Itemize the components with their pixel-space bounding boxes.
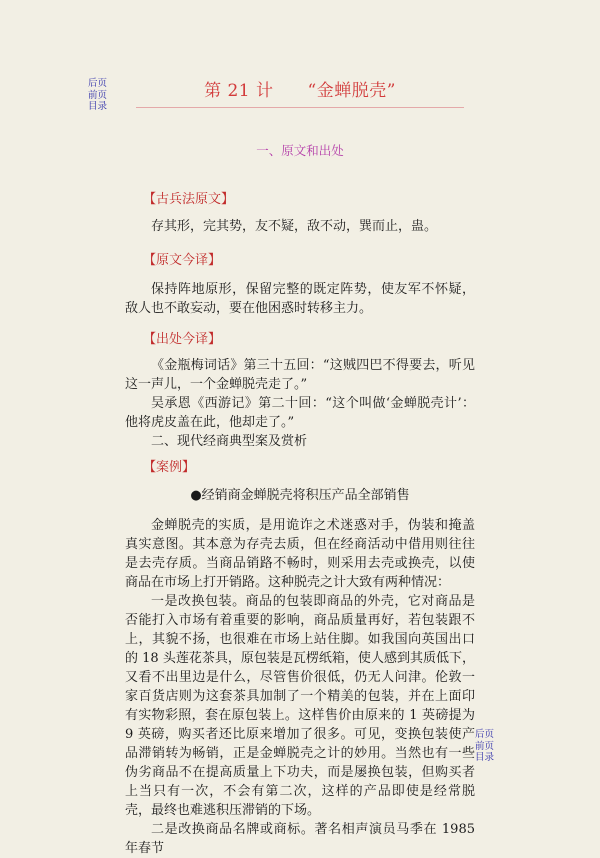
chapter-name: “金蝉脱壳” <box>307 81 396 101</box>
section-heading-cases: 二、现代经商典型案及赏析 <box>151 434 308 449</box>
page-nav-bottom <box>475 729 494 764</box>
original-text: 存其形，完其势，友不疑，敌不动，巽而止，蛊。 <box>151 219 438 234</box>
prev-page-link[interactable]: 前页 <box>475 740 495 752</box>
source-heading: 【出处今译】 <box>143 332 222 347</box>
chapter-number: 第 21 计 <box>204 81 274 101</box>
source-block <box>125 356 475 451</box>
section-heading-original: 一、原文和出处 <box>256 143 344 158</box>
translation-text: 保持阵地原形，保留完整的既定阵势，使友军不怀疑，敌人也不敢妄动，要在他困惑时转移主力。 <box>125 282 475 316</box>
case-paragraph-3: 二是改换商品名牌或商标。著名相声演员马季在 1985 年春节 <box>125 822 475 856</box>
toc-link[interactable]: 目录 <box>88 101 108 112</box>
toc-link[interactable]: 目录 <box>475 752 495 763</box>
title-divider <box>136 107 464 108</box>
prev-page-link[interactable]: 前页 <box>88 89 108 101</box>
original-text-heading: 【古兵法原文】 <box>143 192 235 207</box>
case-paragraph-1: 金蝉脱壳的实质，是用诡诈之术迷惑对手，伪装和掩盖真实意图。其本意为存壳去质，但在经商活动中借用则往往是去壳存质。当商品销路不畅时，则采用去壳或换壳，以使商品在市场上打开销路。这种脱壳之计大致有两种情况： <box>125 518 475 590</box>
chapter-title <box>0 76 600 101</box>
case-heading: 【案例】 <box>143 460 196 475</box>
original-text-block <box>125 217 475 236</box>
next-page-link[interactable]: 后页 <box>88 78 108 89</box>
translation-block <box>125 280 475 318</box>
case-subtitle: ●经销商金蝉脱壳将积压产品全部销售 <box>190 488 410 503</box>
source-paragraph-2: 吴承恩《西游记》第二十回：“这个叫做‘金蝉脱壳计’：他将虎皮盖在此，他却走了。” <box>125 396 475 430</box>
translation-heading: 【原文今译】 <box>143 253 222 268</box>
next-page-link[interactable]: 后页 <box>475 729 495 740</box>
source-paragraph-1: 《金瓶梅词话》第三十五回：“这贼四巴不得要去，听见这一声儿，一个金蝉脱壳走了。” <box>125 358 475 392</box>
case-body <box>125 516 475 858</box>
case-paragraph-2: 一是改换包装。商品的包装即商品的外壳，它对商品是否能打入市场有着重要的影响，商品质量再好，若包装跟不上，其貌不扬，也很难在市场上站住脚。如我国向英国出口的 18 头莲花茶具，原包装是瓦楞纸箱，使人感到其质低下，又看不出里边是什么，尽管售价很低，仍无人问津。伦敦一家百货店则为这套茶具加制了一个精美的包装，并在上面印有实物彩照，套在原包装上。这样售价由原来的 1 英磅提为 9 英磅，购买者还比原来增加了很多。可见，变换包装使产品滞销转为畅销，正是金蝉脱壳之计的妙用。当然也有一些伪劣商品不在提高质量上下功夫，而是屡换包装，但购买者上当只有一次，不会有第二次，这样的产品即使是经常脱壳，最终也难逃积压滞销的下场。 <box>125 594 475 818</box>
